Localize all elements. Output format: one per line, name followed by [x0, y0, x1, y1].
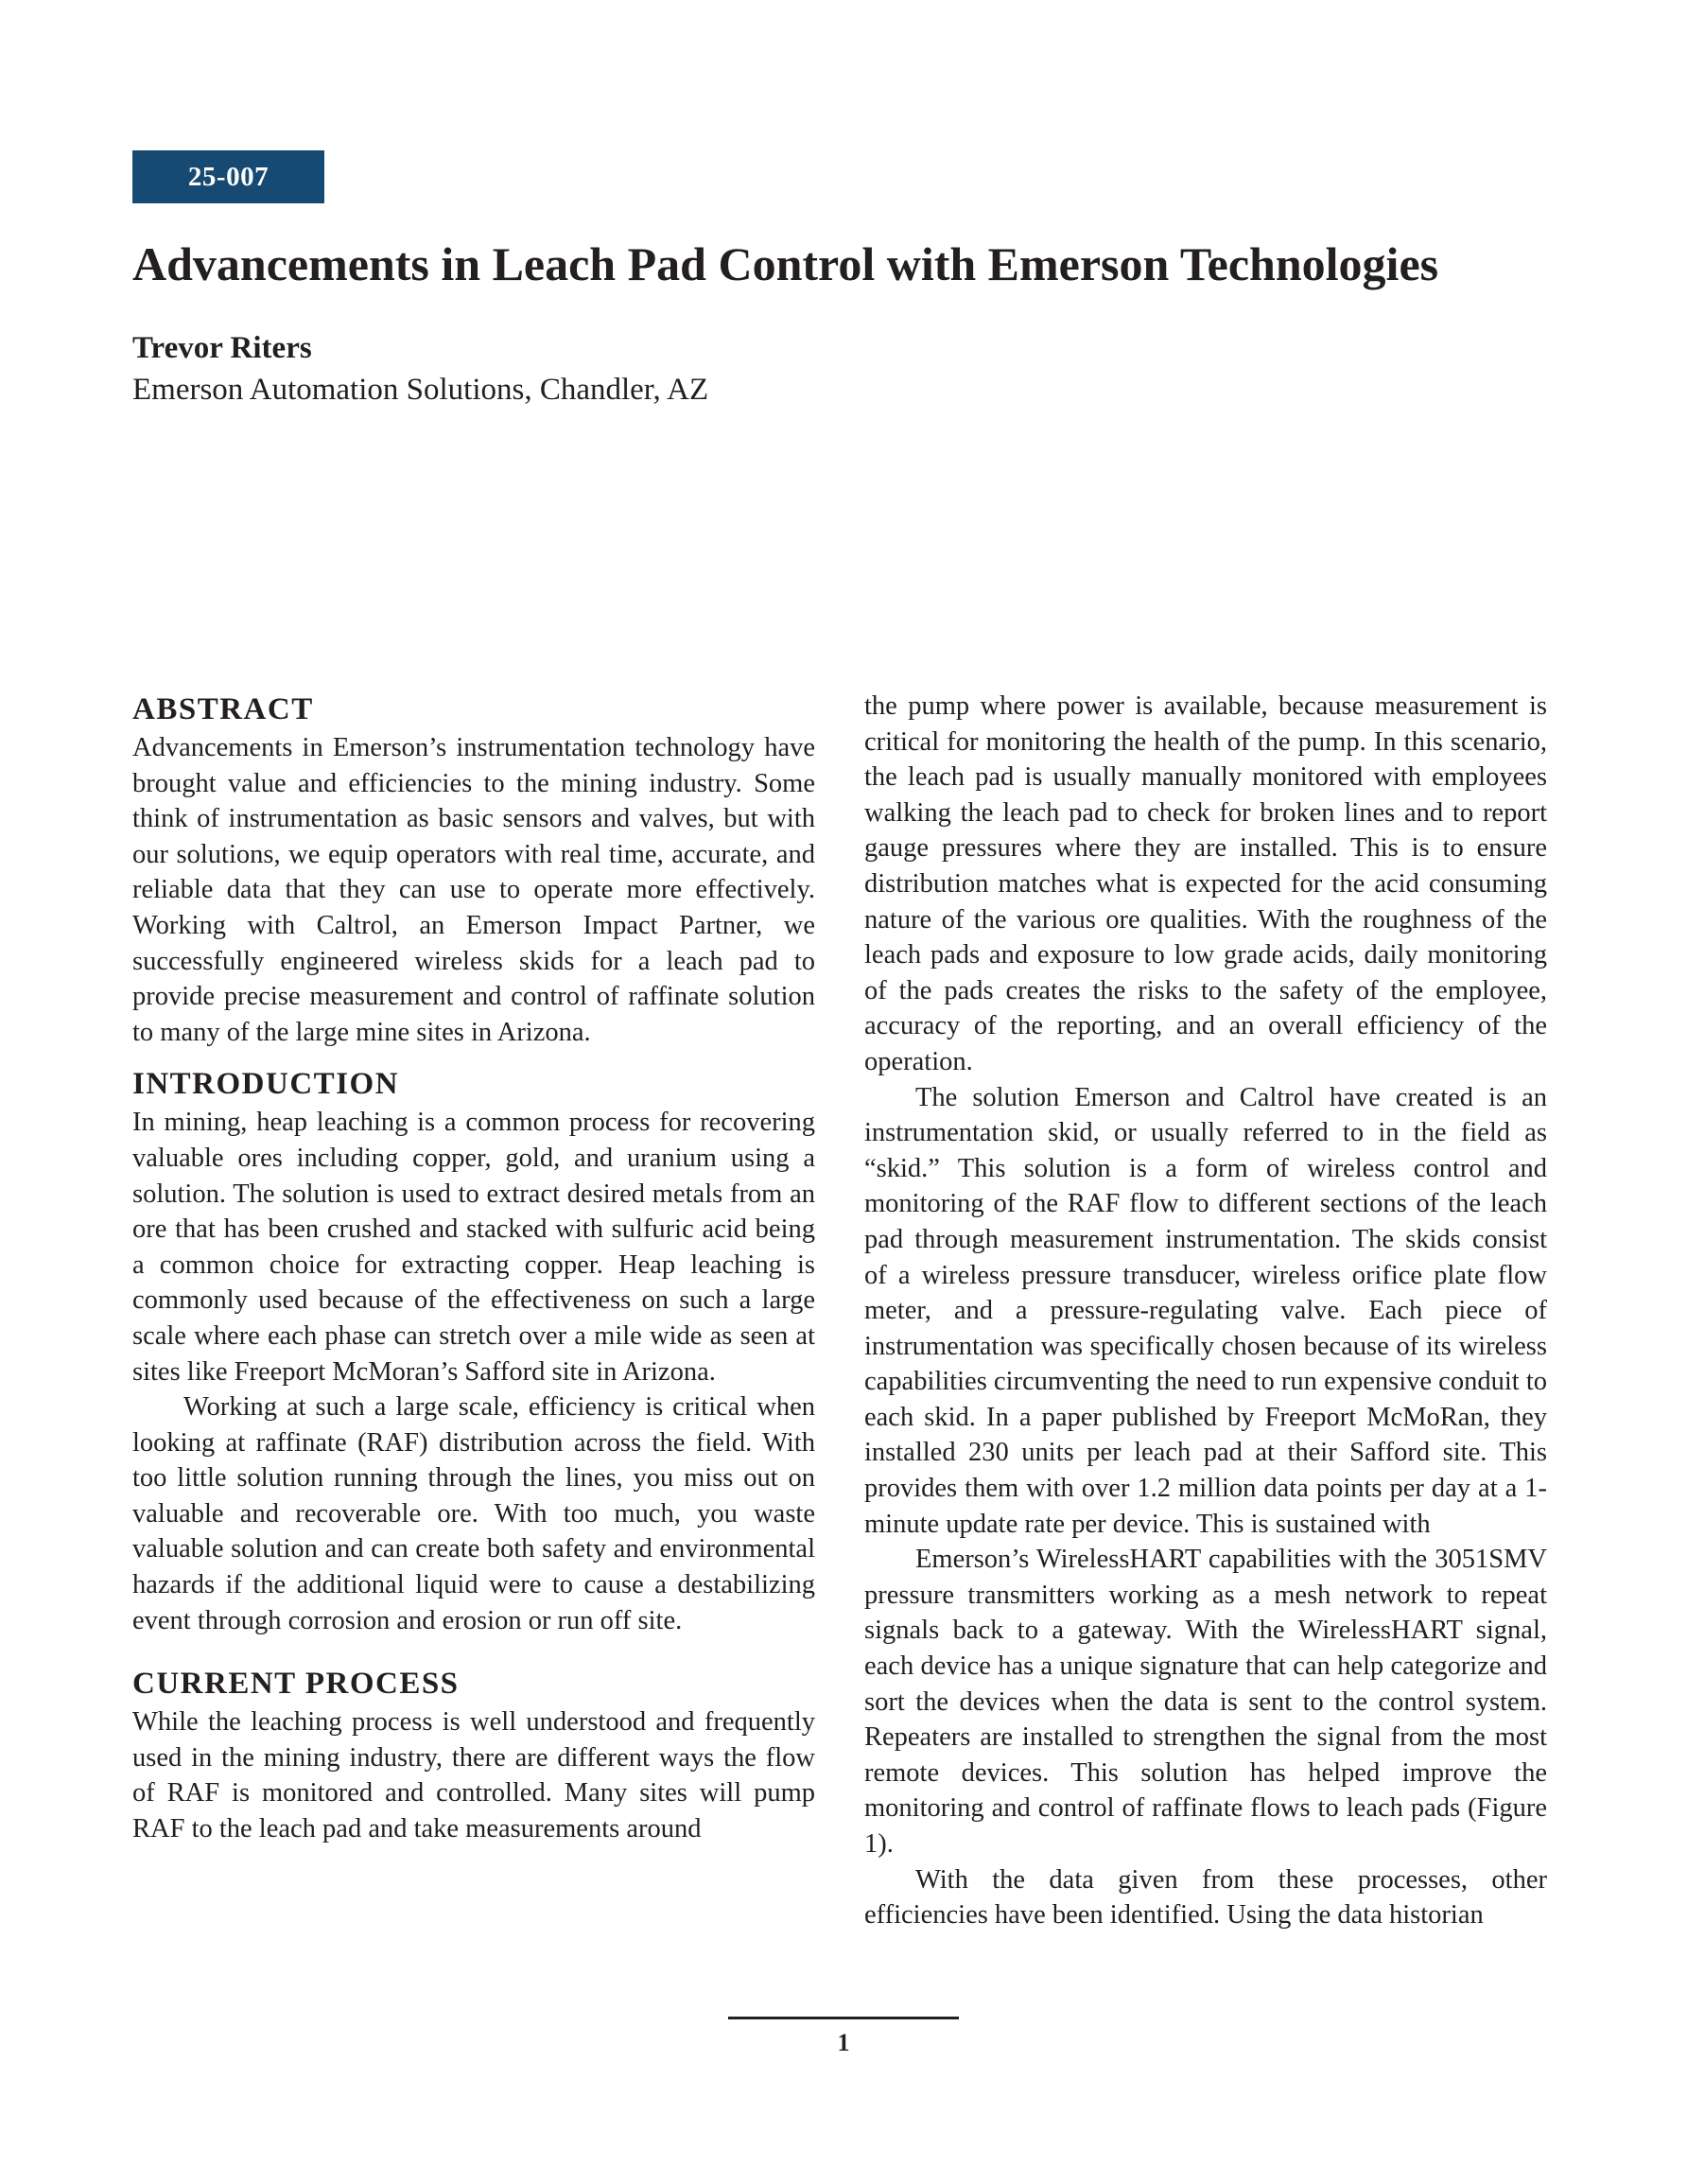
- paper-title: Advancements in Leach Pad Control with Emerson Technologies: [132, 237, 1439, 290]
- author-affiliation: Emerson Automation Solutions, Chandler, AZ: [132, 373, 709, 407]
- current-process-paragraph-1: While the leaching process is well understood and frequently used in the mining industry, there are different ways the flow of RAF is monitored and controlled. Many sites will pump RAF to the leach pad and take measurements around: [132, 1707, 815, 1844]
- right-column: [864, 689, 1547, 1933]
- introduction-paragraph-1: In mining, heap leaching is a common process for recovering valuable ores including copper, gold, and uranium using a solution. The solution is used to extract desired metals from an ore that has been crushed and stacked with sulfuric acid being a common choice for extracting copper. Heap leaching is commonly used because of the effectiveness on such a large scale where each phase can stretch over a mile wide as seen at sites like Freeport McMoran’s Safford site in Arizona.: [132, 1108, 815, 1387]
- paper-id-badge: 25-007: [132, 150, 324, 203]
- current-process-heading: CURRENT PROCESS: [132, 1667, 460, 1702]
- current-process-paragraph-4: With the data given from these processes, other efficiencies have been identified. Using the data historian: [864, 1864, 1547, 1931]
- introduction-paragraph-2: Working at such a large scale, efficiency is critical when looking at raffinate (RAF) distribution across the field. With too little solution running through the lines, you miss out on valuable and recoverable ore. With too much, you waste valuable solution and can create both safety and environmental hazards if the additional liquid were to cause a destabilizing event through corrosion and erosion or run off site.: [132, 1392, 815, 1635]
- author-name: Trevor Riters: [132, 331, 312, 365]
- abstract-heading: ABSTRACT: [132, 692, 314, 726]
- footer-rule: [728, 2017, 959, 2019]
- introduction-heading: INTRODUCTION: [132, 1067, 400, 1102]
- current-process-paragraph-3: Emerson’s WirelessHART capabilities with the 3051SMV pressure transmitters working as a mesh network to repeat signals back to a gateway. With the WirelessHART signal, each device has a unique signature that can help categorize and sort the devices when the data is sent to the control system. Repeaters are installed to strengthen the signal from the most remote devices. This solution has helped improve the monitoring and control of raffinate flows to leach pads (Figure 1).: [864, 1545, 1547, 1859]
- abstract-paragraph: Advancements in Emerson’s instrumentation technology have brought value and efficiencies to the mining industry. Some think of instrumentation as basic sensors and valves, but with our solutions, we equip operators with real time, accurate, and reliable data that they can use to operate more effectively. Working with Caltrol, an Emerson Impact Partner, we successfully engineered wireless skids for a leach pad to provide precise measurement and control of raffinate solution to many of the large mine sites in Arizona.: [132, 733, 815, 1047]
- page-number: 1: [837, 2029, 850, 2056]
- current-process-paragraph-1-continued: the pump where power is available, because measurement is critical for monitoring the health of the pump. In this scenario, the leach pad is usually manually monitored with employees walking the leach pad to check for broken lines and to report gauge pressures where they are installed. This is to ensure distribution matches what is expected for the acid consuming nature of the various ore qualities. With the roughness of the leach pads and exposure to low grade acids, daily monitoring of the pads creates the risks to the safety of the employee, accuracy of the reporting, and an overall efficiency of the operation.: [864, 691, 1547, 1076]
- left-column: [132, 689, 815, 1847]
- current-process-paragraph-2: The solution Emerson and Caltrol have created is an instrumentation skid, or usually referred to in the field as “skid.” This solution is a form of wireless control and monitoring of the RAF flow to different sections of the leach pad through measurement instrumentation. The skids consist of a wireless pressure transducer, wireless orifice plate flow meter, and a pressure-regulating valve. Each piece of instrumentation was specifically chosen because of its wireless capabilities circumventing the need to run expensive conduit to each skid. In a paper published by Freeport McMoRan, they installed 230 units per leach pad at their Safford site. This provides them with over 1.2 million data points per day at a 1-minute update rate per device. This is sustained with: [864, 1082, 1547, 1539]
